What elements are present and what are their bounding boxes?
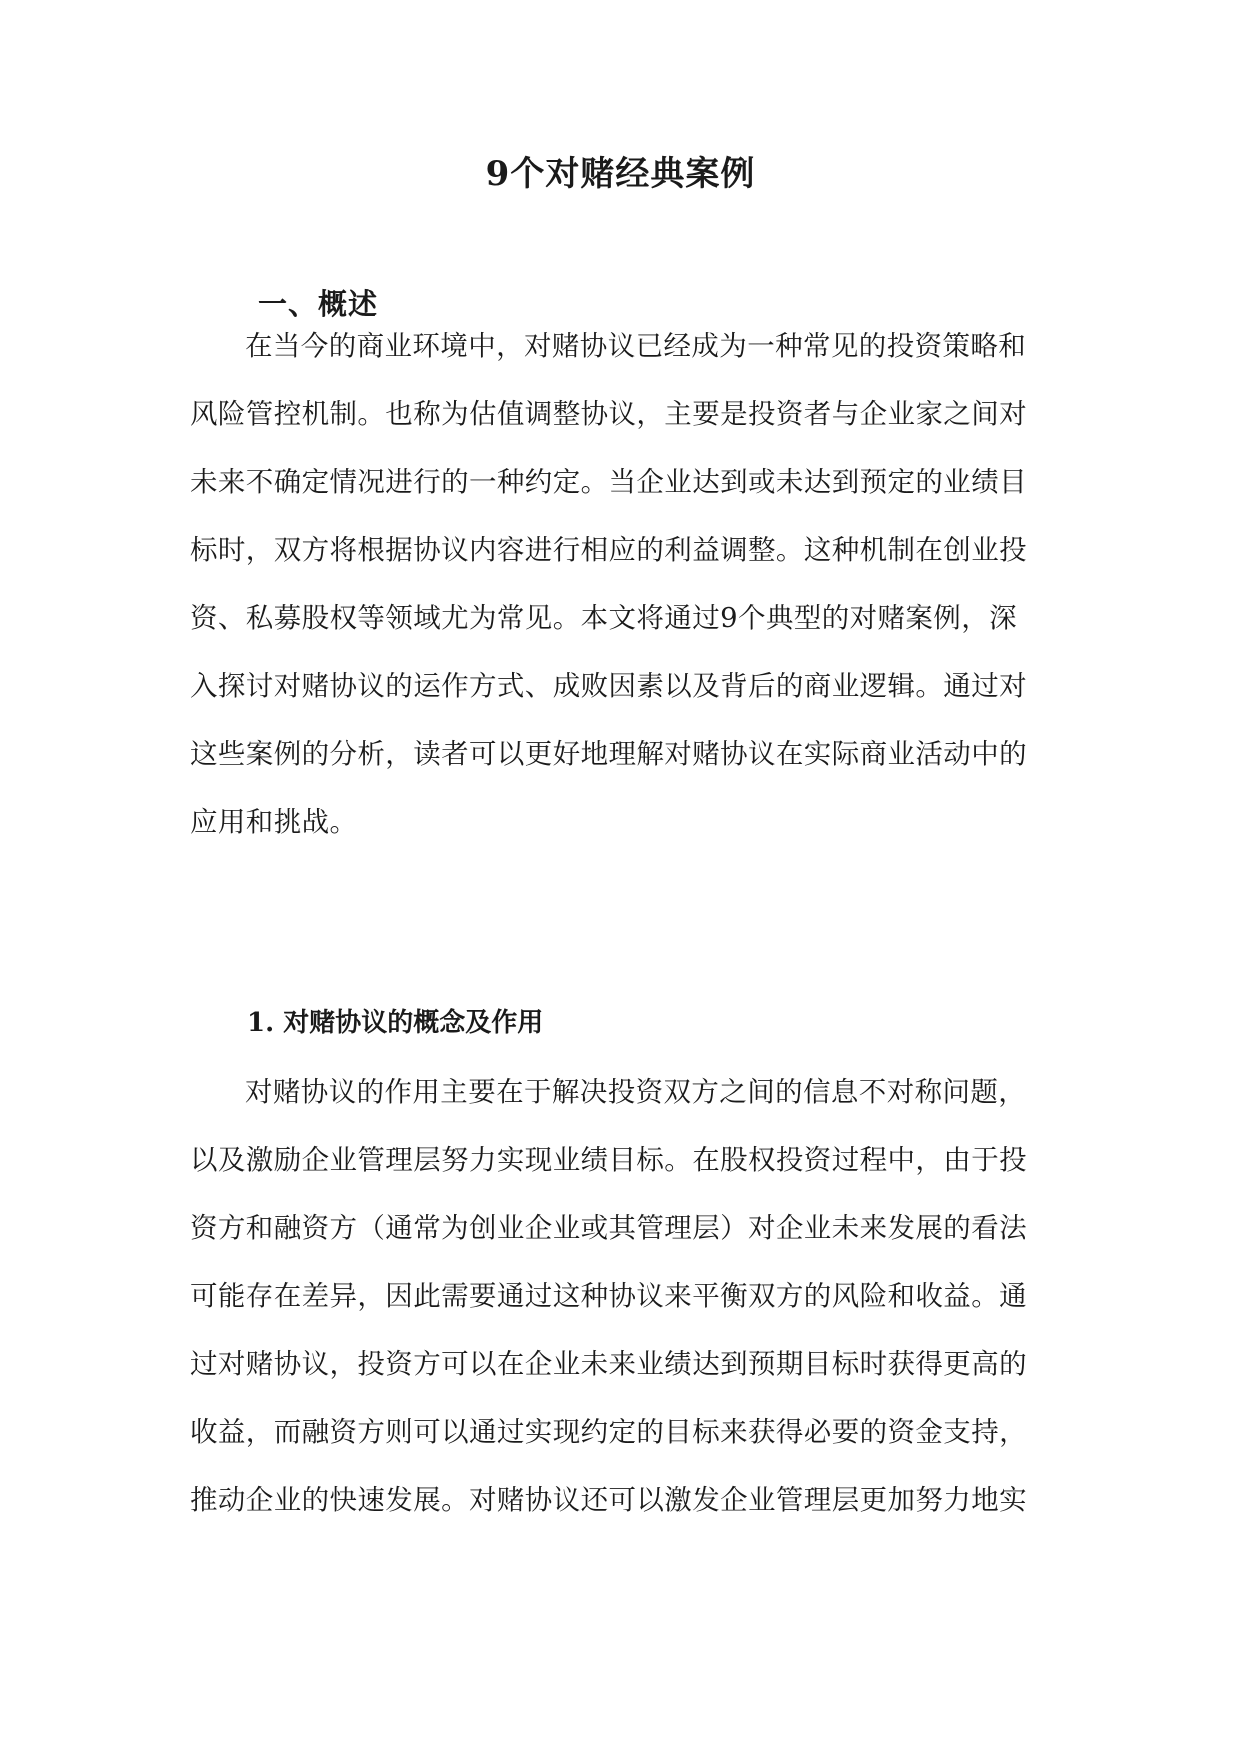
paragraph-line: 这些案例的分析，读者可以更好地理解对赌协议在实际商业活动中的	[190, 738, 1027, 770]
document-title: 9个对赌经典案例	[485, 154, 756, 194]
paragraph-line: 收益，而融资方则可以通过实现约定的目标来获得必要的资金支持，	[190, 1416, 1027, 1448]
paragraph-line: 以及激励企业管理层努力实现业绩目标。在股权投资过程中，由于投	[190, 1144, 1027, 1176]
paragraph-line: 应用和挑战。	[190, 806, 358, 838]
subsection-heading: 1. 对赌协议的概念及作用	[247, 1008, 544, 1038]
paragraph-line: 入探讨对赌协议的运作方式、成败因素以及背后的商业逻辑。通过对	[190, 670, 1027, 702]
paragraph-line: 可能存在差异，因此需要通过这种协议来平衡双方的风险和收益。通	[190, 1280, 1027, 1312]
paragraph-line: 在当今的商业环境中，对赌协议已经成为一种常见的投资策略和	[245, 330, 1027, 362]
paragraph-line: 未来不确定情况进行的一种约定。当企业达到或未达到预定的业绩目	[190, 466, 1027, 498]
paragraph-line: 对赌协议的作用主要在于解决投资双方之间的信息不对称问题，	[245, 1076, 1027, 1108]
paragraph-line: 资、私募股权等领域尤为常见。本文将通过9个典型的对赌案例，深	[190, 602, 1017, 634]
paragraph-line: 推动企业的快速发展。对赌协议还可以激发企业管理层更加努力地实	[190, 1484, 1027, 1516]
paragraph-line: 风险管控机制。也称为估值调整协议，主要是投资者与企业家之间对	[190, 398, 1027, 430]
paragraph-line: 标时，双方将根据协议内容进行相应的利益调整。这种机制在创业投	[190, 534, 1027, 566]
paragraph-line: 过对赌协议，投资方可以在企业未来业绩达到预期目标时获得更高的	[190, 1348, 1027, 1380]
paragraph-line: 资方和融资方（通常为创业企业或其管理层）对企业未来发展的看法	[190, 1212, 1027, 1244]
section-heading: 一、概述	[258, 287, 379, 321]
